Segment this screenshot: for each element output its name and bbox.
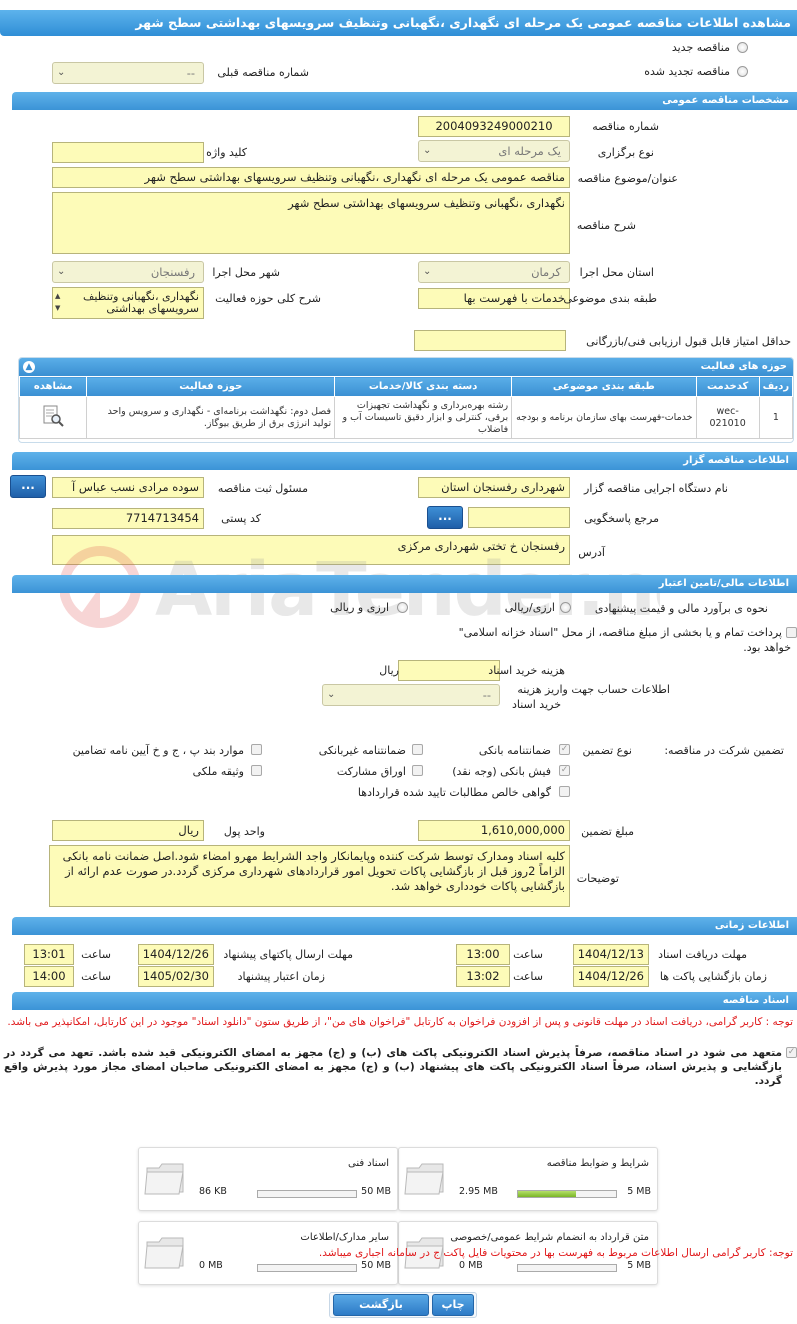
col-code: کدخدمت (696, 377, 759, 397)
treasury-label-line2: خواهد بود. (743, 641, 791, 654)
validity-time-field[interactable]: 14:00 (24, 966, 74, 987)
renewed-tender-label: مناقصه تجدید شده (644, 65, 730, 78)
col-field: حوزه فعالیت (87, 377, 335, 397)
cash-receipt-label: فیش بانکی (وجه نقد) (452, 765, 551, 778)
doc-receive-date-field[interactable]: 1404/12/13 (573, 944, 649, 965)
file-title: شرایط و ضوابط مناقصه (546, 1158, 649, 1169)
chevron-down-icon: ⌄ (327, 689, 336, 700)
type-value: یک مرحله ای (498, 144, 561, 158)
art-items-checkbox[interactable] (251, 744, 262, 755)
net-claims-label: گواهی خالص مطالبات تایید شده قراردادها (357, 786, 551, 799)
partnership-papers-checkbox[interactable] (412, 765, 423, 776)
print-button[interactable]: چاپ (432, 1294, 474, 1316)
row-index: 1 (759, 397, 792, 439)
category-label: طبقه بندی موضوعی (563, 292, 657, 305)
category-field[interactable]: خدمات با فهرست بها (418, 288, 570, 309)
finance-section-header: اطلاعات مالی/تامین اعتبار (12, 575, 797, 593)
activity-field[interactable]: نگهداری ،نگهبانی وتنظیف سرویسهای بهداشتی (52, 287, 204, 319)
row-code: wec-021010 (696, 397, 759, 439)
file-max-size: 5 MB (627, 1186, 651, 1197)
validity-label: زمان اعتبار پیشنهاد (237, 970, 325, 983)
currency-label: واحد پول (223, 825, 265, 838)
province-value: کرمان (531, 265, 561, 279)
description-label: شرح مناقصه (576, 219, 636, 232)
guarantee-type-label: نوع تضمین (582, 744, 632, 757)
row-category: خدمات-فهرست بهای سازمان برنامه و بودجه (512, 397, 696, 439)
min-score-label: حداقل امتیاز قابل قبول ارزیابی فنی/بازرگانی (586, 335, 791, 348)
documents-section-header: اسناد مناقصه (12, 992, 797, 1010)
organizer-section-header: اطلاعات مناقصه گزار (12, 452, 797, 470)
file-card[interactable] (398, 1147, 658, 1211)
col-goods: دسته بندی کالا/خدمات (335, 377, 512, 397)
account-select[interactable] (322, 684, 500, 706)
collapse-icon[interactable]: ▲ (23, 361, 35, 373)
commit-checkbox[interactable]: ✓ (787, 1047, 796, 1057)
officer-lookup-button[interactable]: ... (10, 475, 46, 498)
fx-rial-label: ارزی و ریالی (330, 601, 389, 614)
account-label-line2: خرید اسناد (511, 698, 561, 711)
reference-lookup-button[interactable]: ... (427, 506, 463, 529)
description-field[interactable]: نگهداری ،نگهبانی وتنظیف سرویسهای بهداشتی سطح شهر (52, 192, 570, 254)
activities-panel (18, 357, 794, 443)
price-list-note: توجه: کاربر گرامی ارسال اطلاعات مربوط به فهرست بها در محتویات فایل پاکت ج در سامانه اجباری میباشد. (318, 1247, 793, 1259)
doc-fee-unit: ریال (379, 664, 399, 677)
folder-icon (403, 1156, 447, 1200)
file-max-size: 5 MB (627, 1260, 651, 1271)
file-max-size: 50 MB (361, 1260, 391, 1271)
bank-guarantee-label: ضمانتنامه بانکی (478, 744, 551, 757)
rial-label: ارزی/ریالی (504, 601, 555, 614)
bank-guarantee-checkbox[interactable]: ✓ (560, 744, 569, 754)
city-label: شهر محل اجرا (212, 266, 280, 279)
table-row (20, 397, 793, 439)
postal-label: کد پستی (221, 512, 261, 525)
row-field: فصل دوم: نگهداشت برنامه‌ای - نگهداری و سرویس واحد تولید انرژی برق از طریق بیوگاز. (87, 397, 335, 439)
province-select[interactable] (418, 261, 570, 283)
row-goods: رشته بهره‌برداری و نگهداشت تجهیزات برقی، کنترلی و ابزار دقیق تاسیسات آب و فاضلاب (335, 397, 512, 439)
notes-field[interactable]: کلیه اسناد ومدارک توسط شرکت کننده وپایمانکار واجد الشرایط مهرو امضاء شود.اصل ضمانت نامه بانکی الزاماً 2روز قبل از بازگشایی پاکات تحویل امور قراردادهای شهرداری مرکزی گردد.در صورت عدم ارائه از بازگشایی پاکات خودداری خواهد شد. (49, 845, 570, 907)
prev-tender-value: -- (186, 66, 195, 80)
doc-receive-time-field[interactable]: 13:00 (456, 944, 510, 965)
file-current-size: 86 KB (199, 1186, 227, 1197)
general-section-header: مشخصات مناقصه عمومی (12, 92, 797, 110)
send-date-field[interactable]: 1404/12/26 (138, 944, 214, 965)
send-label: مهلت ارسال پاکتهای پیشنهاد (223, 948, 353, 961)
chevron-down-icon: ⌄ (57, 67, 66, 78)
file-progress-bar (517, 1264, 617, 1272)
non-bank-guarantee-label: ضمانتنامه غیربانکی (318, 744, 406, 757)
file-title: اسناد فنی (348, 1158, 389, 1169)
open-label: زمان بازگشایی پاکت ها (659, 970, 767, 983)
participation-guarantee-label: تضمین شرکت در مناقصه: (664, 744, 784, 757)
file-title: سایر مدارک/اطلاعات (300, 1232, 389, 1243)
file-current-size: 0 MB (199, 1260, 223, 1271)
postal-field[interactable]: 7714713454 (52, 508, 204, 529)
chevron-down-icon: ⌄ (57, 266, 66, 277)
doc-fee-field[interactable] (398, 660, 500, 681)
notes-label: توضیحات (576, 872, 619, 885)
commit-text: متعهد می شود در اسناد مناقصه، صرفاً پذیرش اسناد الکترونیکی پاکت های (ب) و (ج) مجهز به امضای الکترونیکی قید شده باشد. تعهد می گردد در بازگشایی و پذیرش اسناد، صرفاً اسناد الکترونیکی پاکت های پیشنهاد (ب) و (ج) مجهز به امضای الکترونیکی صاحبان امضای مجاز مورد پذیرش واقع گردد. (4, 1047, 782, 1087)
province-label: استان محل اجرا (579, 266, 654, 279)
col-category: طبقه بندی موضوعی (512, 377, 696, 397)
col-index: ردیف (759, 377, 792, 397)
file-current-size: 2.95 MB (459, 1186, 498, 1197)
prev-tender-select[interactable] (52, 62, 204, 84)
organization-field[interactable]: شهرداری رفسنجان استان (418, 477, 570, 498)
treasury-checkbox[interactable] (786, 627, 797, 638)
doc-receive-time-label: ساعت (513, 948, 543, 961)
currency-field[interactable]: ریال (52, 820, 204, 841)
open-date-field[interactable]: 1404/12/26 (573, 966, 649, 987)
documents-note: توجه : کاربر گرامی، دریافت اسناد در مهلت قانونی و پس از افزودن فراخوان به کارتابل "فراخوان های من"، از طریق ستون "دانلود اسناد" موجود در این کارتابل، امکانپذیر می باشد. (7, 1016, 793, 1028)
tender-number-label: شماره مناقصه (592, 120, 659, 133)
send-time-label: ساعت (81, 948, 111, 961)
validity-date-field[interactable]: 1405/02/30 (138, 966, 214, 987)
rial-radio[interactable] (560, 602, 571, 613)
page-title: مشاهده اطلاعات مناقصه عمومی یک مرحله ای نگهداری ،نگهبانی وتنظیف سرویسهای بهداشتی سطح شهر (0, 10, 797, 36)
folder-icon (143, 1156, 187, 1200)
file-current-size: 0 MB (459, 1260, 483, 1271)
officer-label: مسئول ثبت مناقصه (217, 482, 308, 495)
back-button[interactable]: بازگشت (333, 1294, 429, 1316)
doc-receive-label: مهلت دریافت اسناد (658, 948, 747, 961)
city-value: رفسنجان (150, 265, 195, 279)
file-progress-bar (257, 1190, 357, 1198)
view-cell (20, 397, 87, 439)
guarantee-amount-field[interactable]: 1,610,000,000 (418, 820, 570, 841)
type-select[interactable] (418, 140, 570, 162)
cash-receipt-checkbox[interactable]: ✓ (560, 765, 569, 775)
timing-section-header: اطلاعات زمانی (12, 917, 797, 935)
keyword-field[interactable] (52, 142, 204, 163)
estimate-label: نحوه ی برآورد مالی و قیمت پیشنهادی (594, 602, 768, 615)
reference-field[interactable] (468, 507, 570, 528)
validity-time-label: ساعت (81, 970, 111, 983)
art-items-label: موارد بند پ ، ج و خ آیین نامه تضامین (72, 744, 244, 757)
file-card[interactable] (138, 1147, 398, 1211)
doc-fee-label: هزینه خرید اسناد (488, 664, 565, 677)
fx-rial-radio[interactable] (397, 602, 408, 613)
chevron-down-icon: ⌄ (423, 145, 432, 156)
scroll-arrows-icon[interactable]: ▲ ▼ (55, 292, 61, 312)
subject-field[interactable]: مناقصه عمومی یک مرحله ای نگهداری ،نگهبانی وتنظیف سرویسهای بهداشتی سطح شهر (52, 167, 570, 188)
activities-table (19, 376, 793, 439)
partnership-papers-label: اوراق مشارکت (336, 765, 406, 778)
property-deposit-label: وثیقه ملکی (192, 765, 244, 778)
organization-label: نام دستگاه اجرایی مناقصه گزار (584, 482, 728, 495)
guarantee-amount-label: مبلغ تضمین (581, 825, 634, 838)
activity-label: شرح کلی حوزه فعالیت (215, 292, 321, 305)
account-label-line1: اطلاعات حساب جهت واریز هزینه (517, 683, 670, 696)
reference-label: مرجع پاسخگویی (584, 512, 659, 525)
renewed-tender-radio[interactable] (737, 66, 748, 77)
account-value: -- (482, 688, 491, 702)
activities-title-bar (19, 358, 793, 376)
chevron-down-icon: ⌄ (423, 266, 432, 277)
file-progress-fill (518, 1191, 576, 1197)
new-tender-label: مناقصه جدید (671, 41, 730, 54)
open-time-field[interactable]: 13:02 (456, 966, 510, 987)
treasury-label-line1: پرداخت تمام و یا بخشی از مبلغ مناقصه، از محل "اسناد خزانه اسلامی" (458, 626, 782, 639)
view-document-icon[interactable] (41, 404, 65, 428)
type-label: نوع برگزاری (597, 146, 654, 159)
property-deposit-checkbox[interactable] (251, 765, 262, 776)
net-claims-checkbox[interactable] (559, 786, 570, 797)
send-time-field[interactable]: 13:01 (24, 944, 74, 965)
file-progress-bar (257, 1264, 357, 1272)
file-max-size: 50 MB (361, 1186, 391, 1197)
tender-number-field[interactable]: 2004093249000210 (418, 116, 570, 137)
officer-field[interactable]: سوده مرادی نسب عباس آ (52, 477, 204, 498)
min-score-field[interactable] (414, 330, 566, 351)
file-progress-bar (517, 1190, 617, 1198)
keyword-label: کلید واژه (206, 146, 247, 159)
col-view: مشاهده (20, 377, 87, 397)
new-tender-radio[interactable] (737, 42, 748, 53)
activities-title: حوزه های فعالیت (700, 361, 787, 372)
non-bank-guarantee-checkbox[interactable] (412, 744, 423, 755)
prev-tender-label: شماره مناقصه قبلی (217, 66, 309, 79)
address-label: آدرس (578, 546, 605, 559)
city-select[interactable] (52, 261, 204, 283)
address-field[interactable]: رفسنجان خ تختی شهرداری مرکزی (52, 535, 570, 565)
subject-label: عنوان/موضوع مناقصه (577, 172, 678, 185)
open-time-label: ساعت (513, 970, 543, 983)
file-title: متن قرارداد به انضمام شرایط عمومی/خصوصی (450, 1232, 649, 1243)
